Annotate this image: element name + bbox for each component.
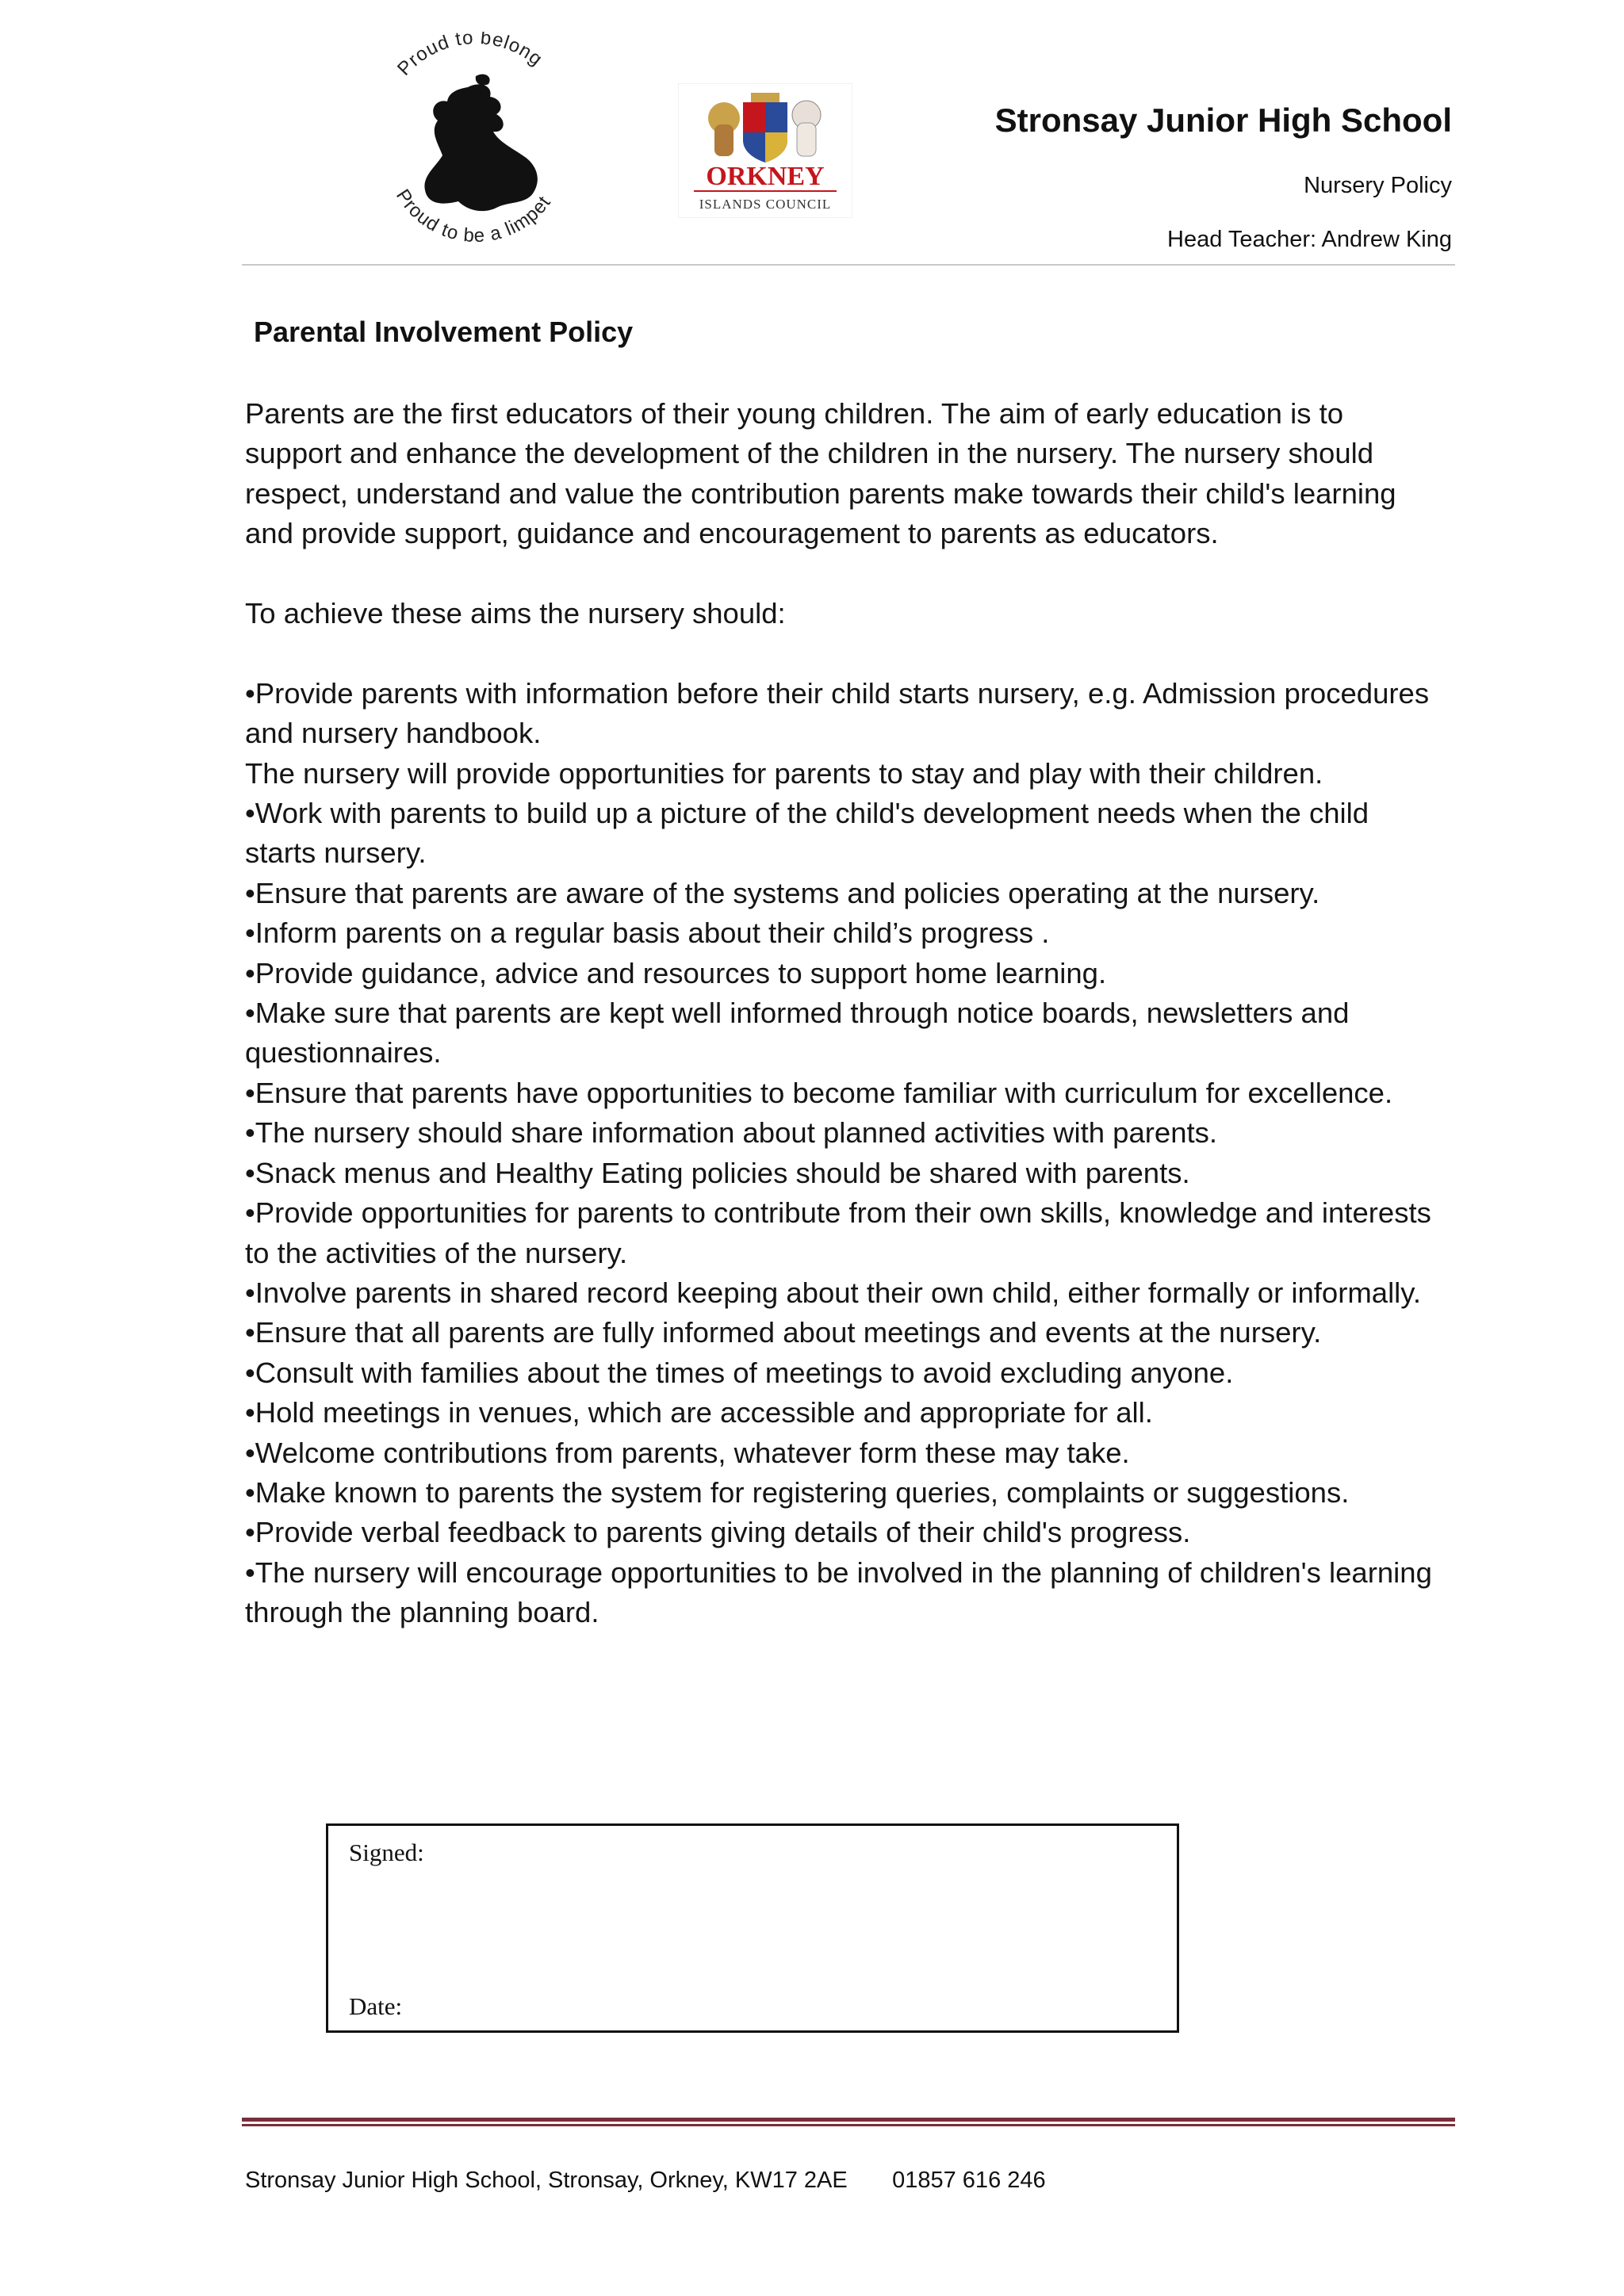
footer-divider-thin <box>242 2124 1455 2126</box>
list-item: •Work with parents to build up a picture of the child's development needs when the child starts nursery. <box>245 797 1369 870</box>
list-item: •Make sure that parents are kept well informed through notice boards, newsletters and questionnaires. <box>245 997 1350 1070</box>
council-logo <box>678 83 852 218</box>
list-item: •Hold meetings in venues, which are accessible and appropriate for all. <box>245 1396 1153 1429</box>
intro-paragraph: Parents are the first educators of their young children. The aim of early education is to support and enhance the development of the children in the nursery. The nursery should respect, understand and value the contribution parents make towards their child's learning and provide support, guidance and encouragement to parents as educators. <box>245 397 1396 550</box>
list-item: •Welcome contributions from parents, whatever form these may take. <box>245 1436 1130 1469</box>
list-item: •Involve parents in shared record keeping about their own child, either formally or informally. <box>245 1276 1421 1309</box>
school-name: Stronsay Junior High School <box>994 101 1452 139</box>
list-item: •Ensure that all parents are fully informed about meetings and events at the nursery. <box>245 1316 1322 1349</box>
lead-in: To achieve these aims the nursery should: <box>245 597 786 630</box>
council-logo-subtitle: ISLANDS COUNCIL <box>699 197 832 212</box>
limpet-logo-icon <box>349 32 603 262</box>
list-item: •The nursery will encourage opportunities to be involved in the planning of children's learning through the planning board. <box>245 1556 1432 1629</box>
council-logo-name: ORKNEY <box>706 162 825 191</box>
list-item: •Provide verbal feedback to parents giving details of their child's progress. <box>245 1516 1191 1549</box>
list-item: •The nursery should share information about planned activities with parents. <box>245 1116 1218 1150</box>
document-type: Nursery Policy <box>1304 173 1452 198</box>
list-item: •Consult with families about the times of meetings to avoid excluding anyone. <box>245 1356 1234 1389</box>
list-item: •Provide parents with information before their child starts nursery, e.g. Admission procedures and nursery handbook. <box>245 676 1430 750</box>
policy-title: Parental Involvement Policy <box>254 316 634 348</box>
head-teacher: Head Teacher: Andrew King <box>1167 227 1452 252</box>
list-item: The nursery will provide opportunities for parents to stay and play with their children. <box>245 756 1323 790</box>
footer-divider <box>242 2118 1455 2122</box>
list-item: •Make known to parents the system for registering queries, complaints or suggestions. <box>245 1475 1350 1509</box>
logo-motto-bottom: Proud to be a limpet <box>391 186 556 247</box>
school-logo <box>349 32 603 262</box>
list-item: •Provide guidance, advice and resources to support home learning. <box>245 956 1107 989</box>
header-divider <box>242 264 1455 266</box>
date-label: Date: <box>349 1992 403 2020</box>
list-item: •Provide opportunities for parents to contribute from their own skills, knowledge and interests to the activities of the nursery. <box>245 1196 1431 1269</box>
signature-box <box>326 1823 1179 2033</box>
policy-body <box>245 394 1438 1633</box>
list-item: •Snack menus and Healthy Eating policies should be shared with parents. <box>245 1156 1190 1189</box>
list-item: •Ensure that parents are aware of the systems and policies operating at the nursery. <box>245 876 1320 909</box>
list-item: •Ensure that parents have opportunities to become familiar with curriculum for excellence. <box>245 1076 1393 1109</box>
list-item: •Inform parents on a regular basis about their child’s progress . <box>245 916 1050 950</box>
logo-motto-top: Proud to belong <box>393 32 547 80</box>
footer-address: Stronsay Junior High School, Stronsay, Orkney, KW17 2AE 01857 616 246 <box>245 2168 1046 2193</box>
signed-label: Signed: <box>349 1839 424 1866</box>
council-crest-icon <box>678 83 852 218</box>
